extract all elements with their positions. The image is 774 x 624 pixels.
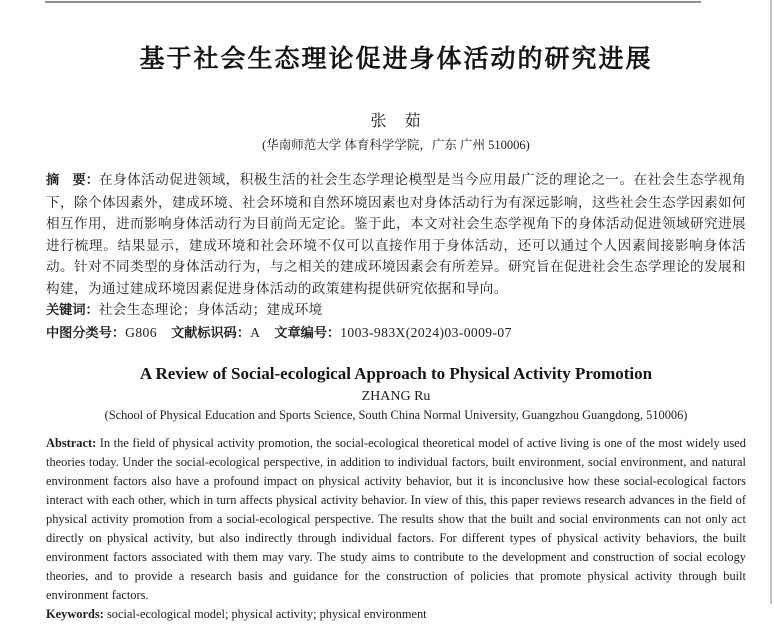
abstract-text-cn: 在身体活动促进领域，积极生活的社会生态学理论模型是当今应用最广泛的理论之一。在社会生态学视角下，除个体因素外，建成环境、社会环境和自然环境因素也对身体活动行为有深远影响，这些社会生态学因素如何相互作用，进而影响身体活动行为目前尚无定论。鉴于此，本文对社会生态学视角下的身体活动促进领域研究进展进行梳理。结果显示，建成环境和社会环境不仅可以直接作用于身体活动，还可以通过个人因素间接影响身体活动。针对不同类型的身体活动行为，与之相关的建成环境因素会有所差异。研究旨在促进社会生态学理论的发展和构建，为通过建成环境因素促进身体活动的政策建构提供研究依据和导向。: [46, 172, 746, 296]
article-content: [46, 0, 746, 624]
article-title-en: A Review of Social-ecological Approach to Physical Activity Promotion: [139, 364, 653, 383]
affiliation-en: (School of Physical Education and Sports Science, South China Normal University, Guangzhou Guangdong, 510006): [104, 408, 688, 422]
abstract-en: [46, 434, 746, 605]
doc-code-value: A: [250, 324, 261, 340]
classification-line: [46, 322, 746, 345]
keywords-label-en: Keywords:: [46, 607, 104, 621]
abstract-text-en: In the field of physical activity promotion, the social-ecological theoretical model of active living is one of the most widely used theories today. Under the social-ecological perspective, in addition to individual factors, built environment, social environment, and natural environment factors also have a profound impact on physical activity behavior, but it is inconclusive how these social-ecological factors interact with each other, which in turn affects physical activity behavior. In view of this, this paper reviews research advances in the field of physical activity promotion from a social-ecological perspective. The results show that the built and social environments can not only act directly on physical activity, but also indirectly through individual factors. For different types of physical activity behaviors, the built environment factors associated with them may vary. The study aims to contribute to the development and construction of social ecology theories, and to provide a research basis and guidance for the construction of policies that promote physical activity through built environment factors.: [46, 436, 746, 602]
author-name-en: ZHANG Ru: [361, 389, 431, 404]
article-title-cn: 基于社会生态理论促进身体活动的研究进展: [139, 46, 653, 73]
keywords-text-en: social-ecological model; physical activity; physical environment: [106, 607, 427, 621]
clc-segment: [46, 325, 157, 340]
abstract-cn: [46, 169, 746, 299]
article-id-segment: [274, 325, 512, 340]
affiliation-cn: (华南师范大学 体育科学学院，广东 广州 510006): [262, 138, 530, 152]
keywords-cn: [46, 299, 746, 322]
article-id-value: 1003-983X(2024)03-0009-07: [340, 324, 512, 340]
clc-value: G806: [125, 324, 157, 340]
doc-code-segment: [171, 325, 260, 340]
abstract-label-en: Abstract:: [46, 436, 97, 450]
author-name-cn: 张 茹: [370, 113, 422, 130]
page-edge-rule: [770, 0, 772, 604]
keywords-en: [46, 605, 746, 624]
keywords-label-cn: 关键词：: [46, 303, 99, 318]
article-id-label: 文章编号：: [274, 325, 341, 341]
clc-label: 中图分类号：: [46, 325, 126, 341]
doc-code-label: 文献标识码：: [170, 325, 251, 341]
keywords-text-cn: 社会生态理论；身体活动；建成环境: [98, 302, 323, 317]
abstract-label-cn: 摘 要：: [46, 173, 100, 188]
